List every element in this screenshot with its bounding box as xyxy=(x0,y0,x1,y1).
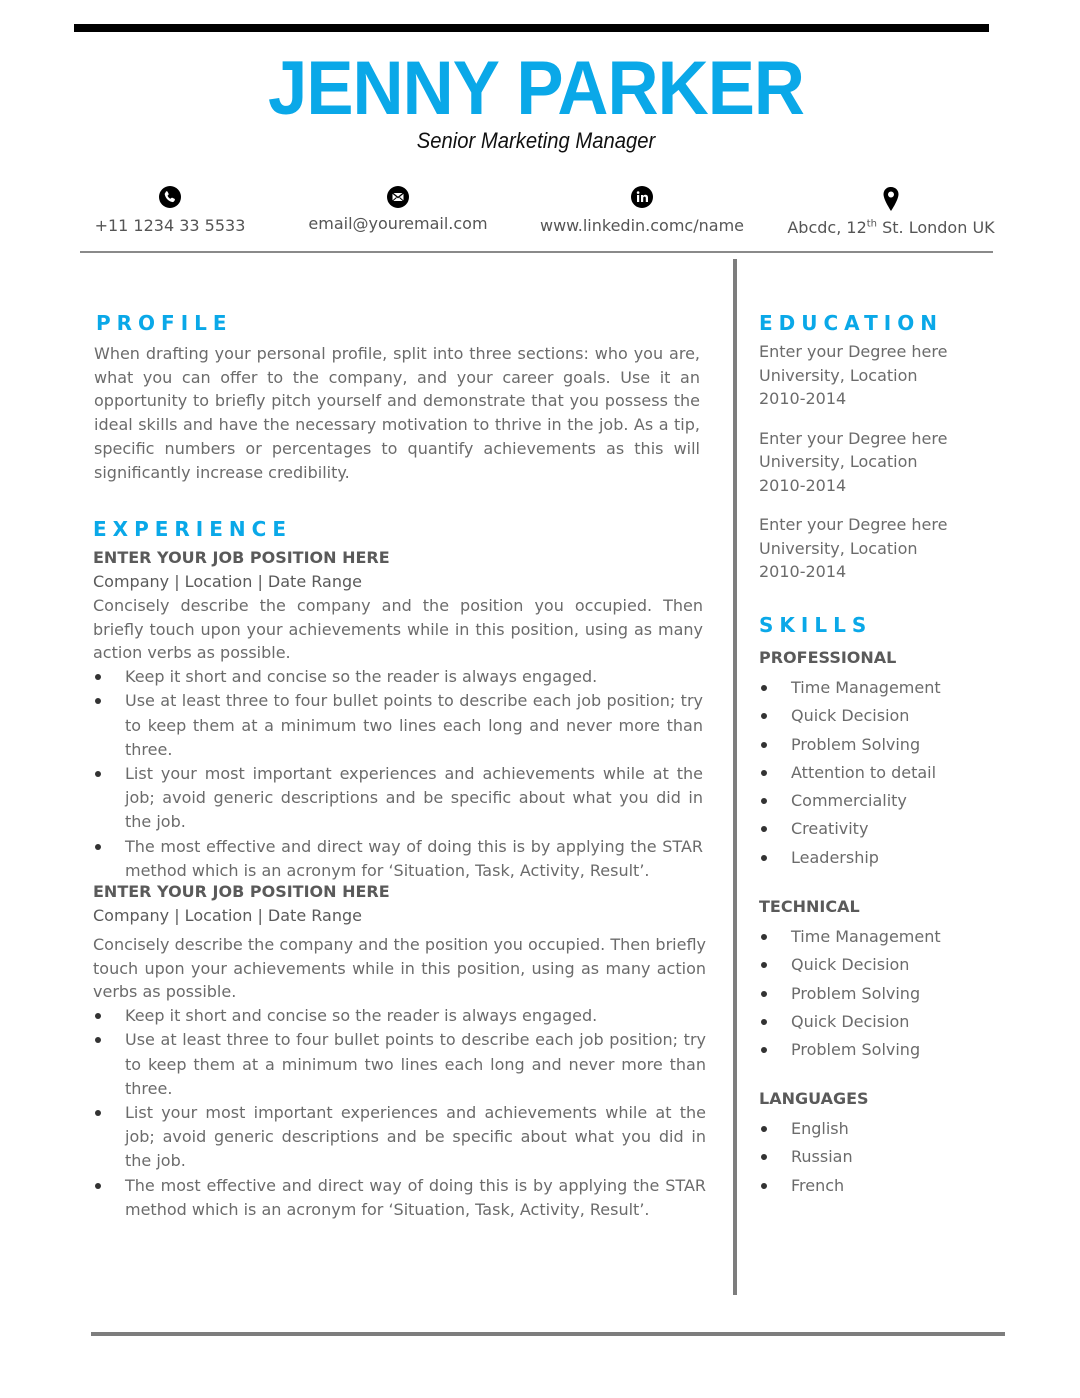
technical-skills xyxy=(759,895,989,1064)
list-item: The most effective and direct way of doing this is by applying the STAR method which is an acronym for ‘Situation, Task, Activity, Result’. xyxy=(93,1174,706,1222)
job-meta: Company | Location | Date Range xyxy=(93,906,362,925)
education-item: Enter your Degree here University, Location 2010-2014 xyxy=(759,342,948,408)
address: Abcdc, 12th St. London UK xyxy=(787,218,995,237)
list-item: Keep it short and concise so the reader is always engaged. xyxy=(93,1004,706,1028)
job-entry-1 xyxy=(93,546,703,883)
job-position: ENTER YOUR JOB POSITION HERE xyxy=(93,548,390,567)
education-heading: EDUCATION xyxy=(759,311,943,335)
list-item: List your most important experiences and achievements while at the job; avoid generic descriptions and be specific about what you did in the job. xyxy=(93,1101,706,1174)
languages-label: LANGUAGES xyxy=(759,1089,869,1108)
list-item: Keep it short and concise so the reader is always engaged. xyxy=(93,665,703,689)
job-entry-2 xyxy=(93,880,706,1222)
list-item: Problem Solving xyxy=(759,731,989,759)
language-list xyxy=(759,1115,989,1200)
professional-label: PROFESSIONAL xyxy=(759,648,897,667)
list-item: Quick Decision xyxy=(759,1008,989,1036)
technical-skill-list xyxy=(759,923,989,1064)
list-item: English xyxy=(759,1115,989,1143)
skills-heading: SKILLS xyxy=(759,613,873,637)
experience-heading: EXPERIENCE xyxy=(93,517,292,541)
list-item: Creativity xyxy=(759,815,989,843)
education-list xyxy=(759,340,989,600)
job-position: ENTER YOUR JOB POSITION HERE xyxy=(93,882,390,901)
contact-phone xyxy=(90,186,250,235)
contact-email xyxy=(300,186,496,233)
professional-skills xyxy=(759,646,989,872)
list-item: Use at least three to four bullet points to describe each job position; try to keep them at a minimum two lines each long and never more than three. xyxy=(93,1028,706,1101)
location-pin-icon xyxy=(880,186,902,212)
job-description: Concisely describe the company and the position you occupied. Then briefly touch upon your achievements while in this position, using as many action verbs as possible. xyxy=(93,596,703,663)
list-item: Leadership xyxy=(759,844,989,872)
profile-heading: PROFILE xyxy=(96,311,233,335)
contact-linkedin xyxy=(532,186,752,235)
job-description: Concisely describe the company and the position you occupied. Then briefly touch upon your achievements while in this position, using as many action verbs as possible. xyxy=(93,935,706,1002)
list-item: The most effective and direct way of doing this is by applying the STAR method which is an acronym for ‘Situation, Task, Activity, Result’. xyxy=(93,835,703,883)
candidate-name: JENNY PARKER xyxy=(267,46,805,131)
technical-label: TECHNICAL xyxy=(759,897,860,916)
education-item: Enter your Degree here University, Location 2010-2014 xyxy=(759,515,948,581)
list-item: Commerciality xyxy=(759,787,989,815)
profile-text: When drafting your personal profile, split into three sections: who you are, what you can offer to the company, and your career goals. Use it an opportunity to briefly pitch yourself and demonstrate that you possess the ideal skills and have the necessary motivation to thrive in the job. As a tip, specific numbers or percentages to quantify achievements as this will significantly increase credibility. xyxy=(94,344,700,482)
job-bullets xyxy=(93,1004,706,1222)
list-item: Problem Solving xyxy=(759,980,989,1008)
list-item: List your most important experiences and achievements while at the job; avoid generic descriptions and be specific about what you did in the job. xyxy=(93,762,703,835)
list-item: Quick Decision xyxy=(759,702,989,730)
professional-skill-list xyxy=(759,674,989,872)
job-title: Senior Marketing Manager xyxy=(416,128,656,153)
list-item: Time Management xyxy=(759,923,989,951)
phone-icon xyxy=(159,186,181,208)
list-item: French xyxy=(759,1172,989,1200)
job-meta: Company | Location | Date Range xyxy=(93,572,362,591)
contact-address xyxy=(786,186,996,237)
column-divider xyxy=(733,259,737,1295)
list-item: Russian xyxy=(759,1143,989,1171)
list-item: Time Management xyxy=(759,674,989,702)
job-bullets xyxy=(93,665,703,883)
linkedin-icon xyxy=(631,186,653,208)
list-item: Attention to detail xyxy=(759,759,989,787)
list-item: Use at least three to four bullet points to describe each job position; try to keep them at a minimum two lines each long and never more than three. xyxy=(93,689,703,762)
email-icon xyxy=(387,186,409,208)
education-item: Enter your Degree here University, Location 2010-2014 xyxy=(759,428,948,495)
list-item: Problem Solving xyxy=(759,1036,989,1064)
top-rule xyxy=(74,24,989,32)
languages xyxy=(759,1087,989,1200)
list-item: Quick Decision xyxy=(759,951,989,979)
phone-number: +11 1234 33 5533 xyxy=(94,216,246,235)
linkedin-url: www.linkedin.comc/name xyxy=(539,216,744,235)
footer-rule xyxy=(91,1332,1005,1336)
email-address: email@youremail.com xyxy=(308,214,488,233)
header-divider xyxy=(80,251,993,253)
